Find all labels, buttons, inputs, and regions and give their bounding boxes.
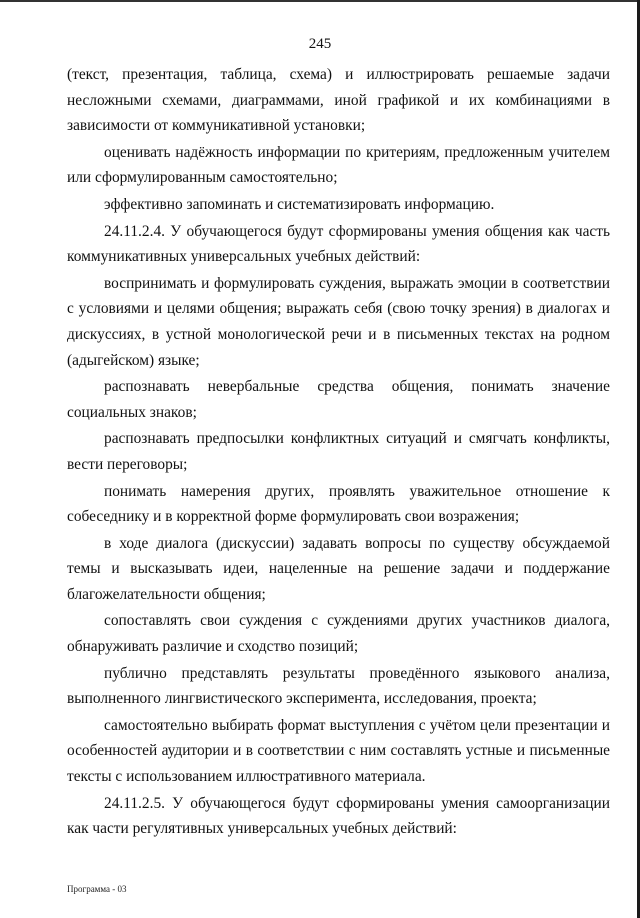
paragraph: оценивать надёжность информации по критериям, предложенным учителем или сформулированным самостоятельно; (67, 143, 610, 187)
body-text (67, 62, 610, 842)
paragraph: воспринимать и формулировать суждения, выражать эмоции в соответствии с условиями и целями общения; выражать себя (свою точку зрения) в диалогах и дискуссиях, в устной монологической речи и в письменных текстах на родном (адыгейском) языке; (67, 274, 610, 369)
paragraph: самостоятельно выбирать формат выступления с учётом цели презентации и особенностей аудитории и в соответствии с ним составлять устные и письменные тексты с использованием иллюстративного материала. (67, 716, 610, 786)
scan-edge-top (0, 0, 640, 2)
paragraph: публично представлять результаты проведённого языкового анализа, выполненного лингвистического эксперимента, исследования, проекта; (67, 664, 610, 708)
paragraph: сопоставлять свои суждения с суждениями других участников диалога, обнаруживать различие и сходство позиций; (67, 612, 610, 656)
paragraph: распознавать невербальные средства общения, понимать значение социальных знаков; (67, 378, 610, 421)
paragraph: эффективно запоминать и систематизировать информацию. (104, 195, 495, 213)
paragraph: распознавать предпосылки конфликтных ситуаций и смягчать конфликты, вести переговоры; (67, 430, 610, 473)
section-heading-paragraph: 24.11.2.4. У обучающегося будут сформированы умения общения как часть коммуникативных универсальных учебных действий: (67, 222, 610, 266)
paragraph: понимать намерения других, проявлять уважительное отношение к собеседнику и в корректной форме формулировать свои возражения; (67, 482, 610, 526)
paragraph: в ходе диалога (дискуссии) задавать вопросы по существу обсуждаемой темы и высказывать идеи, нацеленные на решение задачи и поддержание благожелательности общения; (67, 534, 610, 603)
footer-label: Программа - 03 (67, 884, 127, 894)
section-heading-paragraph: 24.11.2.5. У обучающегося будут сформированы умения самоорганизации как части регулятивных универсальных учебных действий: (67, 794, 610, 838)
page-number: 245 (308, 36, 332, 52)
paragraph: (текст, презентация, таблица, схема) и иллюстрировать решаемые задачи несложными схемами, диаграммами, иной графикой и их комбинациями в зависимости от коммуникативной установки; (67, 66, 610, 135)
